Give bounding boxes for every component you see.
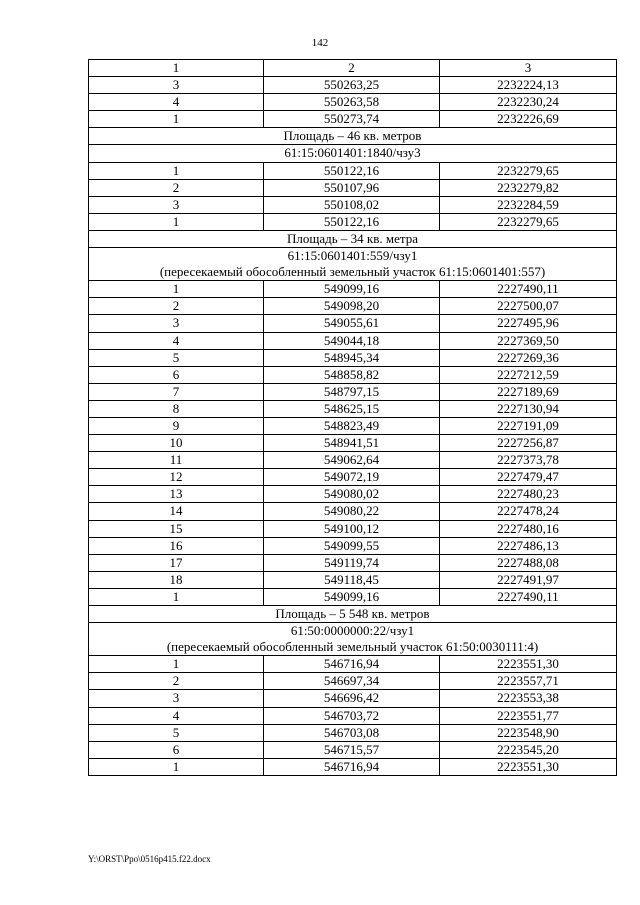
- y-coordinate-cell: 2227212,59: [440, 366, 617, 383]
- file-path-footer: Y:\ORST\Ppo\0516p415.f22.docx: [88, 854, 211, 864]
- point-number-cell: 2: [89, 298, 264, 315]
- point-number-cell: 12: [89, 469, 264, 486]
- table-row: [89, 673, 617, 690]
- point-number-cell: 1: [89, 213, 264, 230]
- x-coordinate-cell: 549100,12: [264, 520, 440, 537]
- x-coordinate-cell: 548941,51: [264, 435, 440, 452]
- y-coordinate-cell: 2223551,30: [440, 758, 617, 775]
- table-row: [89, 213, 617, 230]
- caption-line: Площадь – 34 кв. метра: [286, 230, 418, 246]
- x-coordinate-cell: 546716,94: [264, 758, 440, 775]
- x-coordinate-cell: 548945,34: [264, 349, 440, 366]
- table-row: [89, 486, 617, 503]
- section-caption: [89, 623, 617, 656]
- table-row: [89, 503, 617, 520]
- point-number-cell: 14: [89, 503, 264, 520]
- y-coordinate-cell: 2232279,65: [440, 213, 617, 230]
- y-coordinate-cell: 2227495,96: [440, 315, 617, 332]
- table-row: [89, 332, 617, 349]
- x-coordinate-cell: 549118,45: [264, 571, 440, 588]
- point-number-cell: 10: [89, 435, 264, 452]
- y-coordinate-cell: 2227486,13: [440, 537, 617, 554]
- x-coordinate-cell: 549062,64: [264, 452, 440, 469]
- point-number-cell: 1: [89, 656, 264, 673]
- column-header-point: 1: [89, 60, 264, 77]
- y-coordinate-cell: 2227479,47: [440, 469, 617, 486]
- y-coordinate-cell: 2227488,08: [440, 554, 617, 571]
- section-caption-row: [89, 145, 617, 162]
- table-row: [89, 656, 617, 673]
- x-coordinate-cell: 550122,16: [264, 213, 440, 230]
- y-coordinate-cell: 2223557,71: [440, 673, 617, 690]
- y-coordinate-cell: 2227191,09: [440, 417, 617, 434]
- y-coordinate-cell: 2223551,77: [440, 707, 617, 724]
- table-row: [89, 179, 617, 196]
- y-coordinate-cell: 2227130,94: [440, 400, 617, 417]
- y-coordinate-cell: 2223545,20: [440, 741, 617, 758]
- point-number-cell: 4: [89, 94, 264, 111]
- table-row: [89, 281, 617, 298]
- point-number-cell: 3: [89, 315, 264, 332]
- x-coordinate-cell: 549080,22: [264, 503, 440, 520]
- point-number-cell: 1: [89, 162, 264, 179]
- table-row: [89, 349, 617, 366]
- table-row: [89, 469, 617, 486]
- x-coordinate-cell: 546703,72: [264, 707, 440, 724]
- y-coordinate-cell: 2227369,50: [440, 332, 617, 349]
- x-coordinate-cell: 550122,16: [264, 162, 440, 179]
- page-number: 142: [311, 37, 329, 49]
- point-number-cell: 4: [89, 707, 264, 724]
- table-row: [89, 758, 617, 775]
- point-number-cell: 11: [89, 452, 264, 469]
- point-number-cell: 2: [89, 673, 264, 690]
- caption-line: 61:15:0601401:1840/чзу3: [284, 145, 421, 161]
- y-coordinate-cell: 2227491,97: [440, 571, 617, 588]
- y-coordinate-cell: 2227256,87: [440, 435, 617, 452]
- table-row: [89, 77, 617, 94]
- table-row: [89, 690, 617, 707]
- point-number-cell: 9: [89, 417, 264, 434]
- x-coordinate-cell: 549044,18: [264, 332, 440, 349]
- section-caption: [89, 145, 617, 162]
- x-coordinate-cell: 550263,58: [264, 94, 440, 111]
- y-coordinate-cell: 2227490,11: [440, 588, 617, 605]
- caption-line: (пересекаемый обособленный земельный участок 61:50:0030111:4): [166, 639, 539, 655]
- x-coordinate-cell: 549099,55: [264, 537, 440, 554]
- section-caption: [89, 230, 617, 247]
- x-coordinate-cell: 546697,34: [264, 673, 440, 690]
- table-row: [89, 400, 617, 417]
- x-coordinate-cell: 548797,15: [264, 383, 440, 400]
- y-coordinate-cell: 2227480,16: [440, 520, 617, 537]
- y-coordinate-cell: 2232284,59: [440, 196, 617, 213]
- point-number-cell: 6: [89, 366, 264, 383]
- point-number-cell: 17: [89, 554, 264, 571]
- section-caption: [89, 128, 617, 145]
- point-number-cell: 2: [89, 179, 264, 196]
- point-number-cell: 5: [89, 349, 264, 366]
- coordinates-table: [88, 59, 617, 776]
- section-caption-row: [89, 128, 617, 145]
- y-coordinate-cell: 2227478,24: [440, 503, 617, 520]
- caption-line: (пересекаемый обособленный земельный участок 61:15:0601401:557): [159, 264, 546, 280]
- x-coordinate-cell: 549072,19: [264, 469, 440, 486]
- x-coordinate-cell: 549119,74: [264, 554, 440, 571]
- x-coordinate-cell: 550263,25: [264, 77, 440, 94]
- table-row: [89, 741, 617, 758]
- table-row: [89, 520, 617, 537]
- x-coordinate-cell: 548858,82: [264, 366, 440, 383]
- section-caption-row: [89, 606, 617, 623]
- table-header-row: [89, 60, 617, 77]
- table-row: [89, 537, 617, 554]
- point-number-cell: 4: [89, 332, 264, 349]
- table-row: [89, 724, 617, 741]
- y-coordinate-cell: 2232279,65: [440, 162, 617, 179]
- x-coordinate-cell: 549099,16: [264, 588, 440, 605]
- section-caption-row: [89, 248, 617, 281]
- table-row: [89, 452, 617, 469]
- point-number-cell: 15: [89, 520, 264, 537]
- point-number-cell: 16: [89, 537, 264, 554]
- table-row: [89, 435, 617, 452]
- x-coordinate-cell: 546716,94: [264, 656, 440, 673]
- point-number-cell: 8: [89, 400, 264, 417]
- table-row: [89, 707, 617, 724]
- x-coordinate-cell: 549080,02: [264, 486, 440, 503]
- y-coordinate-cell: 2223553,38: [440, 690, 617, 707]
- caption-line: Площадь – 46 кв. метров: [283, 128, 422, 144]
- y-coordinate-cell: 2227373,78: [440, 452, 617, 469]
- y-coordinate-cell: 2232230,24: [440, 94, 617, 111]
- section-caption: [89, 606, 617, 623]
- point-number-cell: 3: [89, 77, 264, 94]
- point-number-cell: 3: [89, 196, 264, 213]
- table-row: [89, 366, 617, 383]
- table-row: [89, 383, 617, 400]
- point-number-cell: 1: [89, 281, 264, 298]
- column-header-y: 3: [440, 60, 617, 77]
- y-coordinate-cell: 2227480,23: [440, 486, 617, 503]
- table-row: [89, 571, 617, 588]
- x-coordinate-cell: 550107,96: [264, 179, 440, 196]
- y-coordinate-cell: 2227490,11: [440, 281, 617, 298]
- y-coordinate-cell: 2232226,69: [440, 111, 617, 128]
- point-number-cell: 6: [89, 741, 264, 758]
- x-coordinate-cell: 548625,15: [264, 400, 440, 417]
- x-coordinate-cell: 546703,08: [264, 724, 440, 741]
- point-number-cell: 3: [89, 690, 264, 707]
- column-header-x: 2: [264, 60, 440, 77]
- caption-line: 61:15:0601401:559/чзу1: [287, 248, 418, 264]
- section-caption-row: [89, 623, 617, 656]
- table-row: [89, 94, 617, 111]
- section-caption: [89, 248, 617, 281]
- point-number-cell: 18: [89, 571, 264, 588]
- point-number-cell: 5: [89, 724, 264, 741]
- table-row: [89, 111, 617, 128]
- x-coordinate-cell: 550108,02: [264, 196, 440, 213]
- point-number-cell: 1: [89, 758, 264, 775]
- x-coordinate-cell: 546696,42: [264, 690, 440, 707]
- table-row: [89, 588, 617, 605]
- y-coordinate-cell: 2223548,90: [440, 724, 617, 741]
- point-number-cell: 1: [89, 111, 264, 128]
- x-coordinate-cell: 549099,16: [264, 281, 440, 298]
- x-coordinate-cell: 546715,57: [264, 741, 440, 758]
- table-row: [89, 554, 617, 571]
- y-coordinate-cell: 2227500,07: [440, 298, 617, 315]
- table-row: [89, 196, 617, 213]
- y-coordinate-cell: 2223551,30: [440, 656, 617, 673]
- section-caption-row: [89, 230, 617, 247]
- point-number-cell: 7: [89, 383, 264, 400]
- caption-line: 61:50:0000000:22/чзу1: [290, 623, 415, 639]
- table-row: [89, 298, 617, 315]
- caption-line: Площадь – 5 548 кв. метров: [275, 606, 430, 621]
- y-coordinate-cell: 2227269,36: [440, 349, 617, 366]
- x-coordinate-cell: 548823,49: [264, 417, 440, 434]
- x-coordinate-cell: 550273,74: [264, 111, 440, 128]
- x-coordinate-cell: 549098,20: [264, 298, 440, 315]
- table-row: [89, 417, 617, 434]
- coordinates-table-body: [89, 60, 617, 776]
- table-row: [89, 162, 617, 179]
- y-coordinate-cell: 2227189,69: [440, 383, 617, 400]
- point-number-cell: 13: [89, 486, 264, 503]
- y-coordinate-cell: 2232224,13: [440, 77, 617, 94]
- y-coordinate-cell: 2232279,82: [440, 179, 617, 196]
- x-coordinate-cell: 549055,61: [264, 315, 440, 332]
- point-number-cell: 1: [89, 588, 264, 605]
- table-row: [89, 315, 617, 332]
